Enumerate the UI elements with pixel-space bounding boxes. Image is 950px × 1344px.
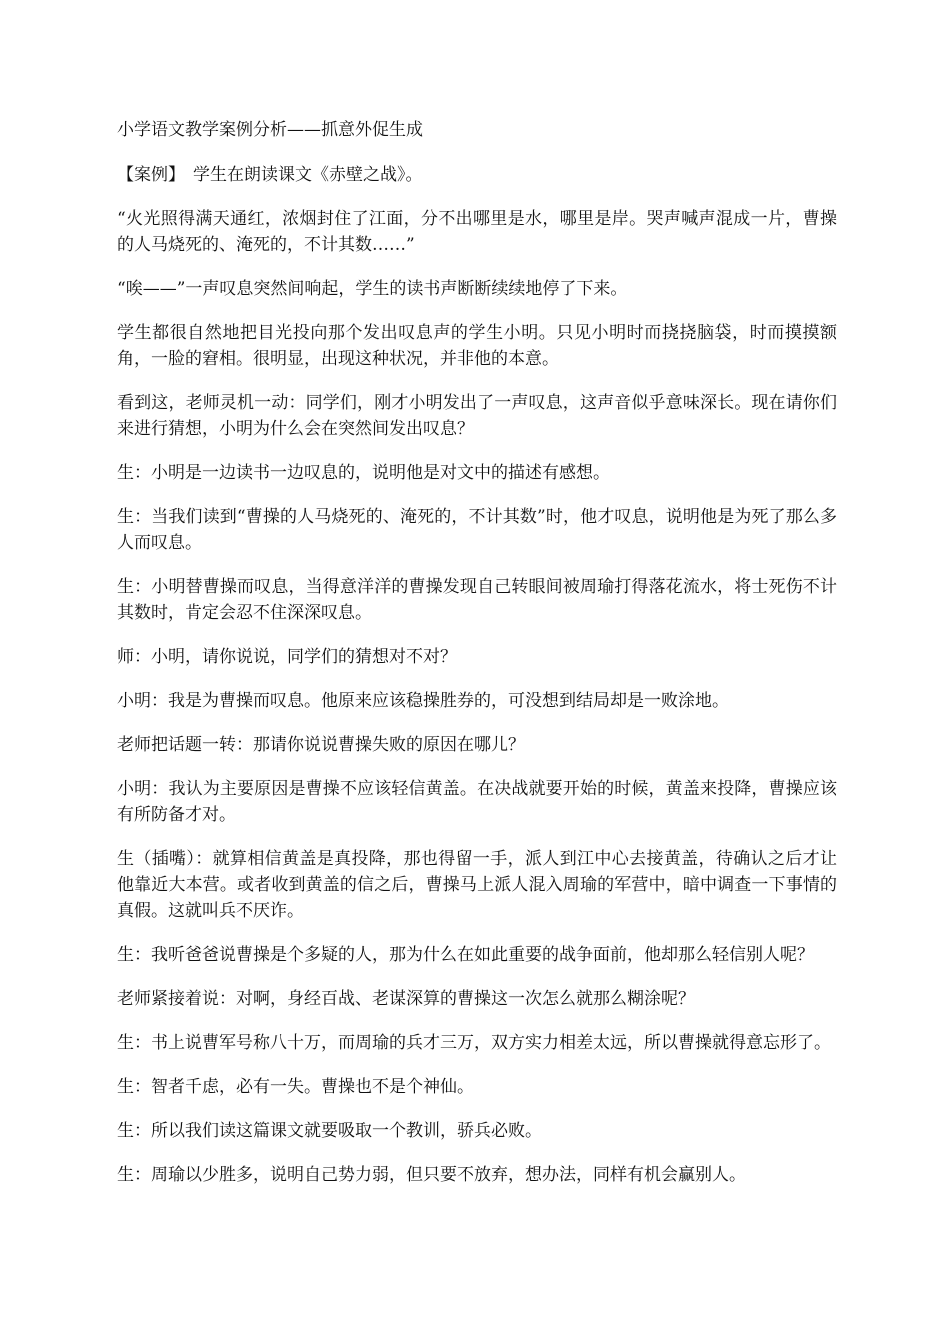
paragraph: 生：当我们读到“曹操的人马烧死的、淹死的，不计其数”时，他才叹息，说明他是为死了那么多人而叹息。 (117, 507, 837, 553)
paragraph: 老师紧接着说：对啊，身经百战、老谋深算的曹操这一次怎么就那么糊涂呢？ (117, 989, 695, 1009)
paragraph: 小明：我是为曹操而叹息。他原来应该稳操胜券的，可没想到结局却是一败涂地。 (117, 691, 729, 711)
case-label: 【案例】 (117, 165, 185, 185)
paragraph: 生：小明替曹操而叹息，当得意洋洋的曹操发现自己转眼间被周瑜打得落花流水，将士死伤不计其数时，肯定会忍不住深深叹息。 (117, 577, 837, 623)
paragraph: 生：所以我们读这篇课文就要吸取一个教训，骄兵必败。 (117, 1121, 542, 1141)
paragraph: “火光照得满天通红，浓烟封住了江面，分不出哪里是水，哪里是岸。哭声喊声混成一片，曹操的人马烧死的、淹死的，不计其数……” (117, 209, 837, 255)
document-title: 小学语文教学案例分析——抓意外促生成 (117, 120, 423, 140)
paragraph: 生：周瑜以少胜多，说明自己势力弱，但只要不放弃，想办法，同样有机会赢别人。 (117, 1165, 746, 1185)
paragraph: “唉——”一声叹息突然间响起，学生的读书声断断续续地停了下来。 (117, 279, 628, 299)
paragraph: 师：小明，请你说说，同学们的猜想对不对？ (117, 647, 457, 667)
paragraph: 生：小明是一边读书一边叹息的，说明他是对文中的描述有感想。 (117, 463, 610, 483)
paragraph: 生：书上说曹军号称八十万，而周瑜的兵才三万，双方实力相差太远，所以曹操就得意忘形了。 (117, 1033, 831, 1053)
paragraph: 看到这，老师灵机一动：同学们，刚才小明发出了一声叹息，这声音似乎意味深长。现在请你们来进行猜想，小明为什么会在突然间发出叹息？ (117, 393, 837, 439)
paragraph: 老师把话题一转：那请你说说曹操失败的原因在哪儿？ (117, 735, 525, 755)
paragraph: 学生都很自然地把目光投向那个发出叹息声的学生小明。只见小明时而挠挠脑袋，时而摸摸额角，一脸的窘相。很明显，出现这种状况，并非他的本意。 (117, 323, 837, 369)
paragraph: 生：智者千虑，必有一失。曹操也不是个神仙。 (117, 1077, 474, 1097)
case-intro-text: 学生在朗读课文《赤壁之战》。 (193, 165, 423, 185)
paragraph: 小明：我认为主要原因是曹操不应该轻信黄盖。在决战就要开始的时候，黄盖来投降，曹操应该有所防备才对。 (117, 779, 837, 825)
paragraph: 生：我听爸爸说曹操是个多疑的人，那为什么在如此重要的战争面前，他却那么轻信别人呢？ (117, 945, 814, 965)
case-intro (117, 162, 837, 188)
document-page (117, 118, 837, 1206)
paragraph: 生（插嘴）：就算相信黄盖是真投降，那也得留一手，派人到江中心去接黄盖，待确认之后才让他靠近大本营。或者收到黄盖的信之后，曹操马上派人混入周瑜的军营中，暗中调查一下事情的真假。这就叫兵不厌诈。 (117, 849, 837, 921)
